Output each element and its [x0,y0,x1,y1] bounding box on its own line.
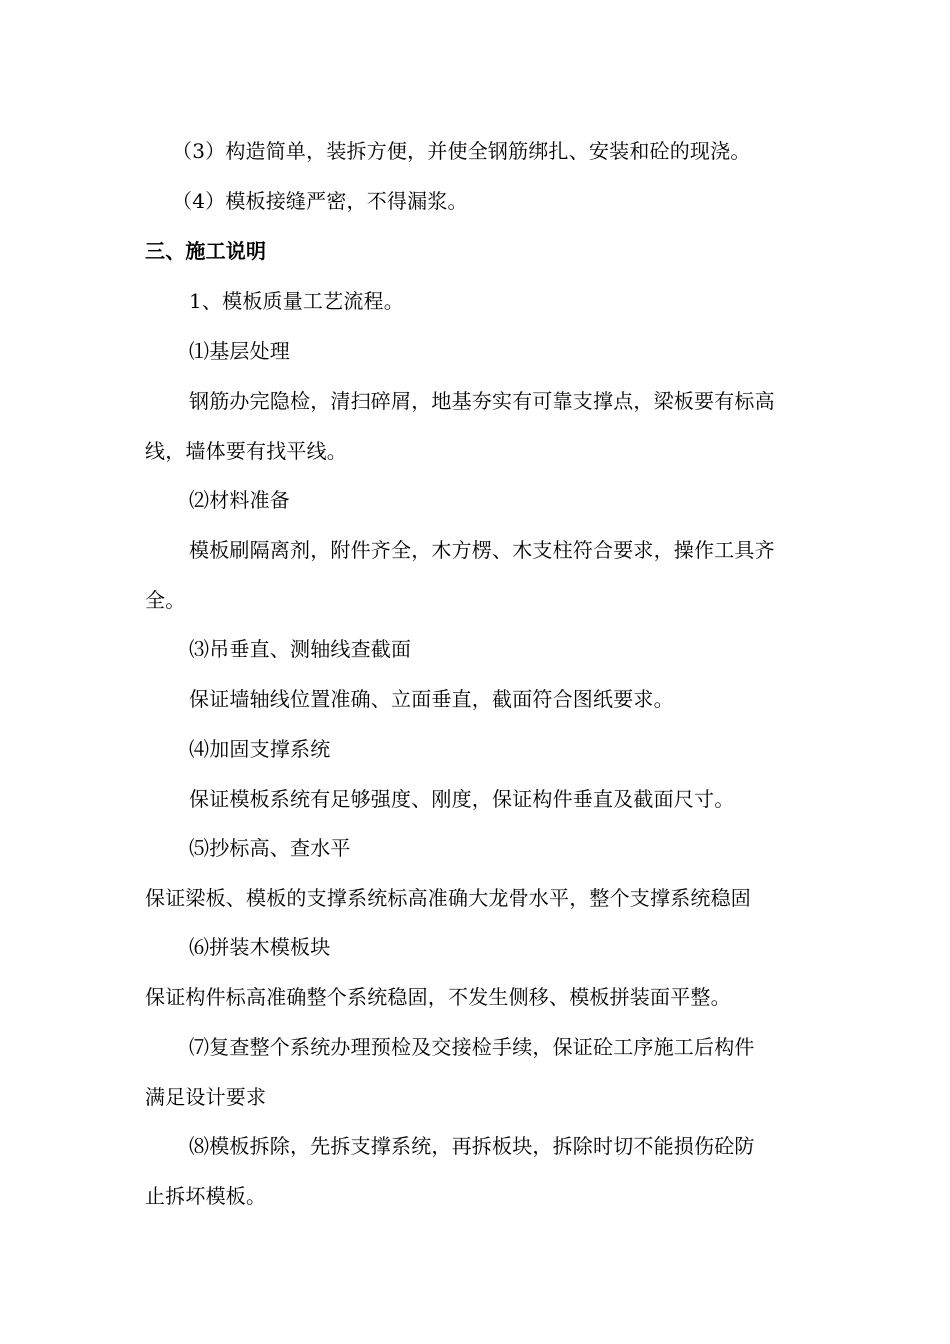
paragraph-line: 保证梁板、模板的支撑系统标高准确大龙骨水平，整个支撑系统稳固 [145,886,751,910]
step-title: ⑸抄标高、查水平 [189,836,351,860]
step-title: ⑵材料准备 [189,488,290,512]
paragraph-line: 线，墙体要有找平线。 [145,439,347,463]
paragraph-line: 全。 [145,588,186,612]
paragraph-line: 保证模板系统有足够强度、刚度，保证构件垂直及截面尺寸。 [189,787,735,811]
step-title: ⑹拼装木模板块 [189,935,331,959]
paragraph-line: 保证构件标高准确整个系统稳固，不发生侧移、模板拼装面平整。 [145,985,731,1009]
paragraph-line: 保证墙轴线位置准确、立面垂直，截面符合图纸要求。 [189,687,674,711]
step-title: ⑶吊垂直、测轴线查截面 [189,637,412,661]
step-title: ⑴基层处理 [189,339,290,363]
step-title: ⑷加固支撑系统 [189,737,331,761]
paragraph-line: 满足设计要求 [145,1085,267,1109]
paragraph-line: （4）模板接缝严密，不得漏浆。 [172,189,468,213]
subsection-heading: 1、模板质量工艺流程。 [189,289,404,313]
paragraph-line: 止拆坏模板。 [145,1184,267,1208]
step-title: ⑺复查整个系统办理预检及交接检手续，保证砼工序施工后构件 [189,1035,755,1059]
paragraph-line: 钢筋办完隐检，清扫碎屑，地基夯实有可靠支撑点，梁板要有标高 [189,389,775,413]
paragraph-line: 模板刷隔离剂，附件齐全，木方楞、木支柱符合要求，操作工具齐 [189,538,775,562]
paragraph-line: （3）构造简单，装拆方便，并使全钢筋绑扎、安装和砼的现浇。 [172,139,751,163]
section-heading: 三、施工说明 [145,239,267,263]
step-title: ⑻模板拆除，先拆支撑系统，再拆板块，拆除时切不能损伤砼防 [189,1134,755,1158]
